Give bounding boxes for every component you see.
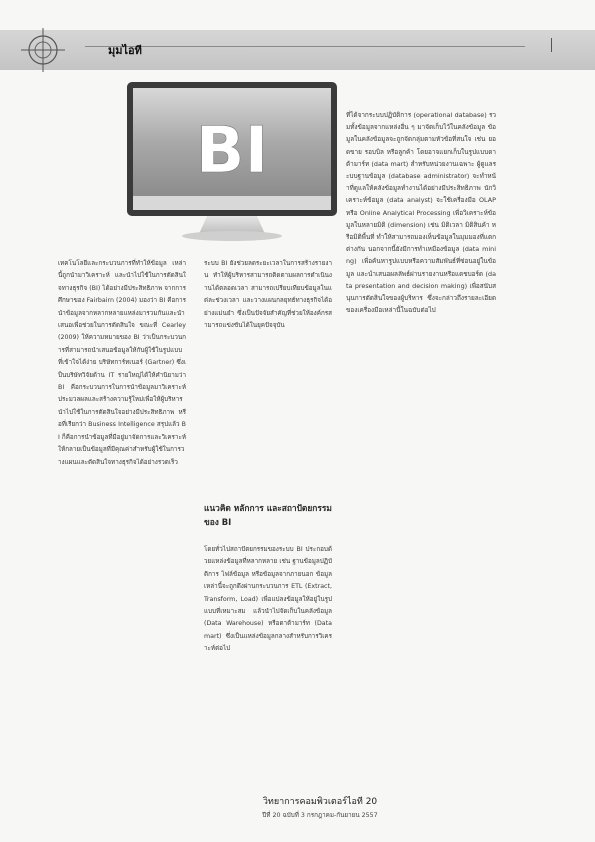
- bi-monitor-image: [127, 82, 337, 242]
- page-footer: [220, 794, 420, 820]
- header-divider: [85, 46, 525, 47]
- crosshair-icon: [18, 25, 68, 75]
- article-column-2: [204, 258, 332, 332]
- section-label: มุมไอที: [108, 44, 142, 57]
- article-paragraph: โดยทั่วไปสถาปัตยกรรมของระบบ BI ประกอบด้วยแหล่งข้อมูลที่หลากหลาย เช่น ฐานข้อมูลปฏิบัติการ ไฟล์ข้อมูล หรือข้อมูลจากภายนอก ข้อมูลเหล่านี้จะถูกดึงผ่านกระบวนการ ETL (Extract, Transform, Load) เพื่อแปลงข้อมูลให้อยู่ในรูปแบบที่เหมาะสม แล้วนำไปจัดเก็บในคลังข้อมูล (Data Warehouse) หรือดาต้ามาร์ท (Data mart) ซึ่งเป็นแหล่งข้อมูลกลางสำหรับการวิเคราะห์ต่อไป: [204, 546, 332, 653]
- article-paragraph: ที่ได้จากระบบปฏิบัติการ (operational database) รวมทั้งข้อมูลจากแหล่งอื่น ๆ มาจัดเก็บไว้ในคลังข้อมูล ข้อมูลในคลังข้อมูลจะถูกจัดกลุ่มตามหัวข้อที่สนใจ เช่น ยอดขาย รอบบิล หรือลูกค้า โดยอาจแยกเก็บในรูปแบบดาต้ามาร์ท (data mart) สำหรับหน่วยงานเฉพาะ ผู้ดูแลระบบฐานข้อมูล (database administrator) จะทำหน้าที่ดูแลให้คลังข้อมูลทำงานได้อย่างมีประสิทธิภาพ นักวิเคราะห์ข้อมูล (data analyst) จะใช้เครื่องมือ OLAP หรือ Online Analytical Processing เพื่อวิเคราะห์ข้อมูลในหลายมิติ (dimension) เช่น มิติเวลา มิติสินค้า หรือมิติพื้นที่ ทำให้สามารถมองเห็นข้อมูลในมุมมองที่แตกต่างกัน นอกจากนี้ยังมีการทำเหมืองข้อมูล (data mining) เพื่อค้นหารูปแบบหรือความสัมพันธ์ที่ซ่อนอยู่ในข้อมูล และนำเสนอผลลัพธ์ผ่านรายงานหรือแดชบอร์ด (data presentation and decision making) เพื่อสนับสนุนการตัดสินใจของผู้บริหาร ซึ่งจะกล่าวถึงรายละเอียดของเครื่องมือเหล่านี้ในฉบับต่อไป: [346, 111, 496, 315]
- monitor-screen-text: BI: [195, 114, 269, 188]
- section-heading: แนวคิด หลักการ และสถาปัตยกรรมของ BI: [204, 503, 332, 527]
- article-column-3: [346, 109, 496, 316]
- magazine-title: วิทยาการคอมพิวเตอร์ไอที 20: [262, 797, 378, 807]
- issue-line: ปีที่ 20 ฉบับที่ 3 กรกฎาคม-กันยายน 2557: [262, 812, 378, 819]
- article-paragraph: ระบบ BI ยังช่วยลดระยะเวลาในการสร้างรายงาน ทำให้ผู้บริหารสามารถติดตามผลการดำเนินงานได้ตลอดเวลา สามารถเปรียบเทียบข้อมูลในแต่ละช่วงเวลา และวางแผนกลยุทธ์ทางธุรกิจได้อย่างแม่นยำ ซึ่งเป็นปัจจัยสำคัญที่ช่วยให้องค์กรสามารถแข่งขันได้ในยุคปัจจุบัน: [204, 260, 332, 330]
- header-edge-mark: [551, 38, 564, 52]
- header-band: [0, 30, 595, 70]
- article-column-2-continued: [204, 544, 332, 656]
- article-paragraph: เทคโนโลยีและกระบวนการที่ทำให้ข้อมูล เหล่านี้ถูกนำมาวิเคราะห์ และนำไปใช้ในการตัดสินใจทางธุรกิจ (BI) ได้อย่างมีประสิทธิภาพ จากการศึกษาของ Fairbairn (2004) มองว่า BI คือการนำข้อมูลจากหลากหลายแหล่งมารวมกันและนำเสนอเพื่อช่วยในการตัดสินใจ ขณะที่ Cearley (2009) ให้ความหมายของ BI ว่าเป็นกระบวนการที่สามารถนำเสนอข้อมูลให้กับผู้ใช้ในรูปแบบที่เข้าใจได้ง่าย บริษัทการ์ทเนอร์ (Gartner) ซึ่งเป็นบริษัทวิจัยด้าน IT รายใหญ่ได้ให้คำนิยามว่า BI คือกระบวนการในการนำข้อมูลมาวิเคราะห์ ประมวลผลและสร้างความรู้ใหม่เพื่อให้ผู้บริหารนำไปใช้ในการตัดสินใจอย่างมีประสิทธิภาพ หรือที่เรียกว่า Business Intelligence สรุปแล้ว BI ก็คือการนำข้อมูลที่มีอยู่มาจัดการและวิเคราะห์ให้กลายเป็นข้อมูลที่มีคุณค่าสำหรับผู้ใช้ในการวางแผนและตัดสินใจทางธุรกิจได้อย่างรวดเร็ว: [58, 260, 186, 466]
- article-column-1: [58, 258, 186, 469]
